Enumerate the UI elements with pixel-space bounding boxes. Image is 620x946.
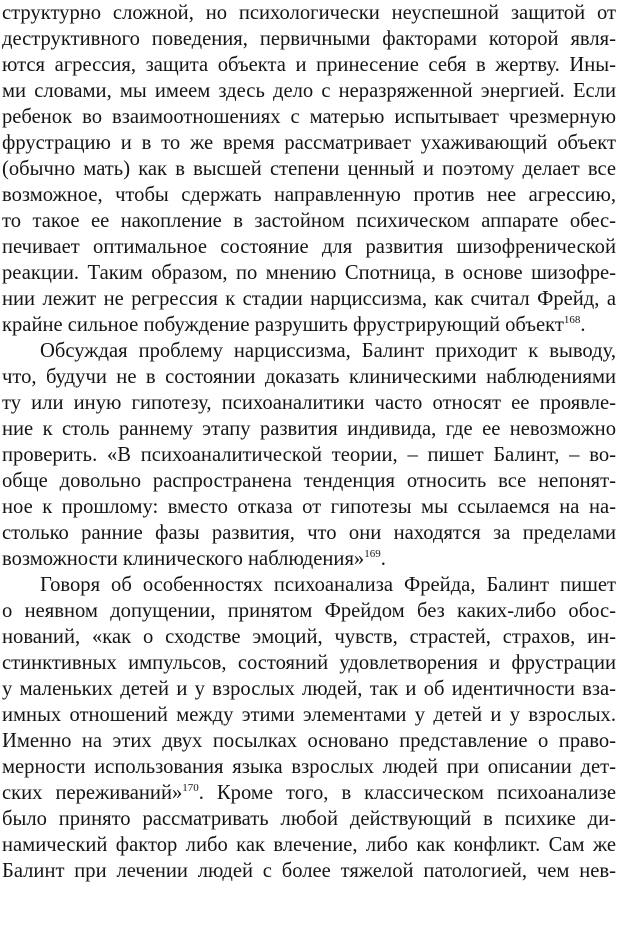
- text-segment: деструктивного поведения, первичными факторами которой явля-: [2, 28, 616, 50]
- text-line: обще довольно распространена тенденция относить все непонят-: [2, 470, 616, 492]
- text-line: нований, «как о сходстве эмоций, чувств, страстей, страхов, ин-: [2, 626, 616, 648]
- text-line: ми словами, мы имеем здесь дело с неразряженной энергией. Если: [2, 80, 616, 102]
- footnote-ref[interactable]: 170: [182, 782, 199, 794]
- text-segment: крайне сильное побуждение разрушить фрустрирующий объект: [2, 314, 564, 336]
- text-line: (обычно мать) как в высшей степени ценный и поэтому делает все: [2, 158, 616, 180]
- text-line: [2, 52, 616, 78]
- text-line: возможное, чтобы сдержать направленную против нее агрессию,: [2, 184, 616, 206]
- text-line: нии лежит не регрессия к стадии нарциссизма, как считал Фрейд, а: [2, 288, 616, 310]
- text-line: ребенок во взаимоотношениях с матерью испытывает чрезмерную: [2, 106, 616, 128]
- text-line: проверить. «В психоаналитической теории, – пишет Балинт, – во-: [2, 444, 616, 466]
- text-line: Именно на этих двух посылках основано представление о право-: [2, 730, 616, 752]
- footnote-ref[interactable]: 169: [364, 548, 381, 560]
- text-segment: . Кроме того, в классическом психоанализе: [198, 782, 616, 804]
- text-line: мерности использования языка взрослых людей при описании дет-: [2, 756, 616, 778]
- text-line: фрустрацию и в то же время рассматривает ухаживающий объект: [2, 132, 616, 154]
- text-segment: ских переживаний»: [2, 782, 183, 804]
- text-line: что, будучи не в состоянии доказать клиническими наблюдениями: [2, 366, 616, 388]
- text-line: структурно сложной, но психологически неуспешной защитой от: [2, 2, 616, 24]
- text-line: у маленьких детей и у взрослых людей, так и об идентичности вза-: [2, 678, 616, 700]
- text-line: печивает оптимальное состояние для развития шизофренической: [2, 236, 616, 258]
- text-line: стинктивных импульсов, состояний удовлетворения и фрустрации: [2, 652, 616, 674]
- text-line: реакции. Таким образом, по мнению Спотница, в основе шизофре-: [2, 262, 616, 284]
- text-line: намический фактор либо как влечение, либо как конфликт. Сам же: [2, 834, 616, 856]
- text-line: Балинт при лечении людей с более тяжелой патологией, чем нев-: [2, 860, 616, 882]
- text-segment: ются агрессия, защита объекта и принесение себя в жертву. Ины-: [2, 54, 616, 76]
- text-line: то такое ее накопление в застойном психическом аппарате обес-: [2, 210, 616, 232]
- footnote-ref[interactable]: 168: [563, 314, 581, 326]
- paragraph-first-line: Говоря об особенностях психоанализа Фрейда, Балинт пишет: [40, 574, 616, 596]
- paragraph-first-line: Обсуждая проблему нарциссизма, Балинт приходит к выводу,: [40, 340, 616, 362]
- text-line: о неявном допущении, принятом Фрейдом без каких-либо обос-: [2, 600, 616, 622]
- text-line: крайне сильное побуждение разрушить фрустрирующий объект$^{168}$.: [2, 314, 586, 336]
- text-line: ту или иную гипотезу, психоаналитики часто относят ее проявле-: [2, 392, 616, 414]
- text-line: ние к столь раннему этапу развития индивида, где ее невозможно: [2, 418, 616, 440]
- text-line: ное к прошлому: вместо отказа от гипотезы мы ссылаемся на на-: [2, 496, 616, 518]
- text-line: было принято рассматривать любой действующий в психике ди-: [2, 808, 616, 830]
- text-line: [2, 26, 616, 52]
- text-segment: возможности клинического наблюдения»: [2, 548, 365, 570]
- text-line: возможности клинического наблюдения»$^{169}$.: [2, 548, 386, 570]
- text-line: [2, 780, 616, 806]
- text-line: имных отношений между этими элементами у детей и у взрослых.: [2, 704, 616, 726]
- text-line: столько ранние фазы развития, что они находятся за пределами: [2, 522, 616, 544]
